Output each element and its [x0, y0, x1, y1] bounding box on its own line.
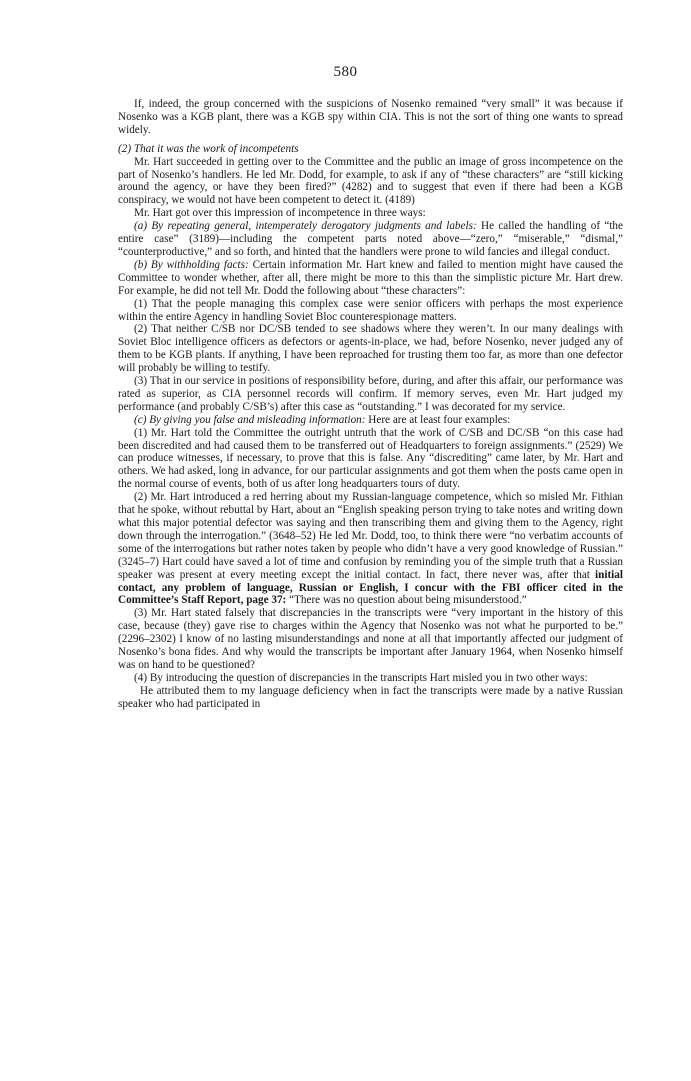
item-b-text: Certain information Mr. Hart knew and failed to mention might have caused the Committee to wonder whether, after all, there might be more to this than the simplistic picture Mr. Hart drew. For example, he did not tell Mr. Dodd the following about “these characters”: — [118, 258, 623, 297]
item-c-text: Here are at least four examples: — [365, 413, 511, 426]
paragraph-hart-image: Mr. Hart succeeded in getting over to the Committee and the public an image of gross incompetence on the part of Nosenko’s handlers. He led Mr. Dodd, for example, to ask if any of “these characters” are “still kicking around the agency, or have they been fired?” (4282) and to suggest that even if there had been a KGB conspiracy, we would not have been competent to detect it. (4189) — [118, 155, 623, 207]
page-number: 580 — [333, 64, 358, 80]
paragraph-item-b — [118, 259, 623, 298]
paragraph-item-a — [118, 220, 623, 259]
paragraph-b1: (1) That the people managing this complex case were senior officers with perhaps the most experience within the entire Agency in handling Soviet Bloc counterespionage matters. — [118, 297, 623, 323]
section-heading-text: (2) That it was the work of incompetents — [118, 142, 299, 155]
section-heading-incompetents — [118, 143, 623, 156]
c2-text: (2) Mr. Hart introduced a red herring about my Russian-language competence, which so misled Mr. Fithian that he spoke, without rebuttal by Hart, about an “English speaking person trying to take notes and writing down what this major potential defector was saying and then transcribing them and giving them to the Agency, right down through the interrogation.” (3648–52) He led Mr. Dodd, too, to think there were “no verbatim accounts of some of the interrogations but rather notes taken by people who didn’t have a very good knowledge of Russian.” (3245–7) Hart could have saved a lot of time and confusion by reminding you of the simple truth that a Russian speaker was present at every meeting except the initial contact. In fact, there never was, after that — [118, 491, 623, 581]
c2-emphasis: initial contact, any problem of language, Russian or English, I concur with the FBI officer cited in the Committee’s Staff Report, page 37: — [118, 568, 623, 607]
paragraph-c1: (1) Mr. Hart told the Committee the outright untruth that the work of C/SB and DC/SB “on this case had been discredited and had caused them to be transferred out of Headquarters to foreign assignments.” (2529) We can produce witnesses, if necessary, to prove that this is false. Any “discrediting” came later, by Mr. Hart and others. We had asked, long in advance, for our particular assignments and got them when the posts came open in the normal course of events, both of us after long headquarters tours of duty. — [118, 426, 623, 491]
item-a-text: He called the handling of “the entire case” (3189)—including the competent parts noted above—“zero,” “miserable,” “dismal,” “counterproductive,” and so forth, and hinted that the handlers were prone to wild fancies and illegal conduct. — [118, 220, 623, 258]
paragraph-intro: If, indeed, the group concerned with the suspicions of Nosenko remained “very small” it was because if Nosenko was a KGB plant, there was a KGB spy within CIA. This is not the sort of thing one wants to spread widely. — [118, 98, 623, 136]
paragraph-item-c — [118, 414, 623, 427]
item-b-lead: (b) By withholding facts: — [134, 258, 249, 271]
paragraph-c4-sub: He attributed them to my language deficiency when in fact the transcripts were made by a native Russian speaker who had participated in — [118, 684, 623, 710]
paragraph-b3: (3) That in our service in positions of responsibility before, during, and after this affair, our performance was rated as superior, as CIA personnel records will confirm. If memory serves, even Mr. Hart judged my performance (and probably C/SB’s) after this case as “outstanding.” I was decorated for my service. — [118, 375, 623, 413]
paragraph-c3: (3) Mr. Hart stated falsely that discrepancies in the transcripts were “very important in the history of this case, because (they) gave rise to charges within the Agency that Nosenko was not what he purported to be.” (2296–2302) I know of no lasting misunderstandings and none at all that importantly affected our judgment of Nosenko’s bona fides. And why would the transcripts be important after January 1964, when Nosenko himself was on hand to be questioned? — [118, 607, 623, 671]
document-body — [118, 98, 623, 711]
paragraph-three-ways: Mr. Hart got over this impression of incompetence in three ways: — [134, 207, 426, 220]
paragraph-c4: (4) By introducing the question of discrepancies in the transcripts Hart misled you in two other ways: — [134, 671, 588, 684]
paragraph-c2 — [118, 491, 623, 607]
item-c-lead: (c) By giving you false and misleading information: — [134, 413, 366, 426]
item-a-lead: (a) By repeating general, intemperately derogatory judgments and labels: — [134, 220, 477, 233]
c2-quote: “There was no question about being misunderstood.” — [286, 594, 527, 607]
paragraph-b2: (2) That neither C/SB nor DC/SB tended to see shadows where they weren’t. In our many dealings with Soviet Bloc intelligence officers as defectors or agents-in-place, we had, before Nosenko, never judged any of them to be KGB plants. If anything, I have been reproached for trusting them too far, as more than one defector will probably be willing to testify. — [118, 323, 623, 375]
